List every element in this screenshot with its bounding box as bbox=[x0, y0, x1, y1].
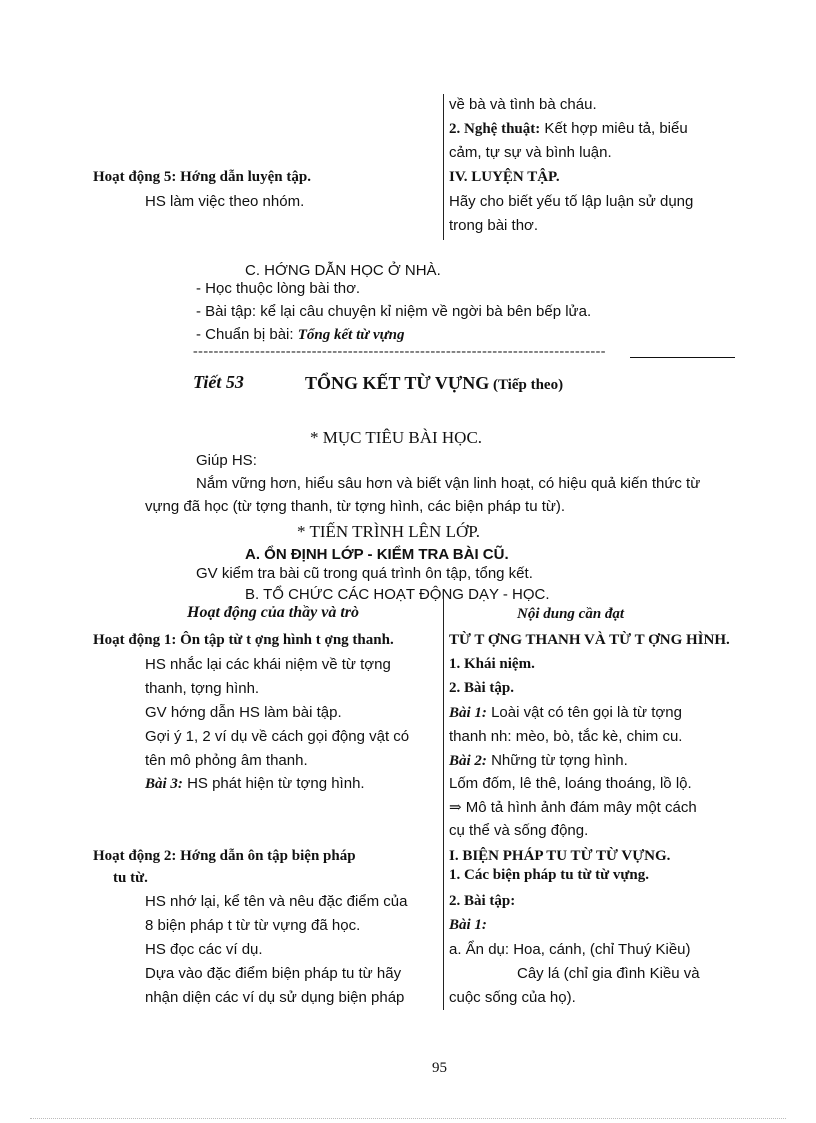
process-a-title: A. ỔN ĐỊNH LỚP - KIỂM TRA BÀI CŨ. bbox=[245, 546, 509, 563]
content-1-heading: TỪ T ỢNG THANH VÀ TỪ T ỢNG HÌNH. bbox=[449, 632, 730, 648]
activity-2-label: Hoạt động 2: bbox=[93, 848, 177, 864]
content-1-line: cụ thể và sống động. bbox=[449, 822, 589, 839]
content-1-desc bbox=[449, 798, 697, 817]
activity-1-bai3 bbox=[145, 775, 365, 793]
text-line: Hãy cho biết yếu tố lập luận sử dụng bbox=[449, 193, 694, 210]
bai2-text: Những từ tợng hình. bbox=[486, 752, 628, 769]
text-line bbox=[449, 120, 739, 138]
text-line: cảm, tự sự và bình luận. bbox=[449, 144, 612, 161]
homework-title: C. HỚNG DẪN HỌC Ở NHÀ. bbox=[245, 262, 441, 279]
separator-line bbox=[630, 357, 735, 358]
arrow-icon: ⇒ bbox=[449, 800, 462, 816]
page-number: 95 bbox=[432, 1060, 447, 1076]
section-separator: -------------------------------------------------------------------------------- bbox=[193, 344, 606, 359]
content-1-bai2 bbox=[449, 752, 628, 770]
table-left-header: Hoạt động của thầy và trò bbox=[187, 604, 360, 621]
objectives-title: * MỤC TIÊU BÀI HỌC. bbox=[310, 428, 483, 447]
bai3-label: Bài 3: bbox=[145, 776, 183, 792]
lesson-title bbox=[305, 373, 563, 394]
content-1-line: thanh nh: mèo, bò, tắc kè, chim cu. bbox=[449, 728, 683, 745]
column-divider-main bbox=[443, 598, 444, 1010]
desc-text: Mô tả hình ảnh đám mây một cách bbox=[461, 799, 697, 816]
activity-5-title bbox=[93, 169, 311, 186]
activity-2-line: HS nhớ lại, kể tên và nêu đặc điểm của bbox=[145, 893, 408, 910]
activity-1-title: Hoạt động 1: Ôn tập từ t ợng hình t ợng thanh. bbox=[93, 632, 394, 648]
process-a-text: GV kiểm tra bài cũ trong quá trình ôn tập, tổng kết. bbox=[196, 565, 533, 582]
prepare-title: Tổng kết từ vựng bbox=[297, 327, 405, 343]
art-text: Kết hợp miêu tả, biểu bbox=[540, 120, 688, 137]
activity-2-text: Hớng dẫn ôn tập biện pháp bbox=[176, 848, 356, 864]
process-title: * TIẾN TRÌNH LÊN LỚP. bbox=[297, 522, 481, 541]
activity-1-line: HS nhắc lại các khái niệm về từ tợng bbox=[145, 656, 391, 673]
prepare-prefix: - Chuẩn bị bài: bbox=[196, 326, 298, 343]
content-2-heading: I. BIỆN PHÁP TU TỪ TỪ VỰNG. bbox=[449, 848, 671, 864]
activity-2-line: nhận diện các ví dụ sử dụng biện pháp bbox=[145, 989, 405, 1006]
content-2-line: Cây lá (chỉ gia đình Kiều và bbox=[517, 965, 700, 982]
table-right-header: Nội dung cần đạt bbox=[517, 606, 625, 622]
lesson-subtitle: (Tiếp theo) bbox=[489, 377, 564, 393]
activity-5-detail: HS làm việc theo nhóm. bbox=[145, 193, 305, 210]
process-b-title: B. TỔ CHỨC CÁC HOẠT ĐỘNG DẠY - HỌC. bbox=[245, 586, 550, 603]
homework-prepare bbox=[196, 326, 404, 344]
activity-1-line: GV hớng dẫn HS làm bài tập. bbox=[145, 704, 342, 721]
activity-2-title-cont: tu từ. bbox=[113, 870, 148, 886]
content-2-exercise: 2. Bài tập: bbox=[449, 893, 516, 909]
homework-item: - Học thuộc lòng bài thơ. bbox=[196, 280, 361, 297]
bai1-text: Loài vật có tên gọi là từ tợng bbox=[486, 704, 682, 721]
art-label: 2. Nghệ thuật: bbox=[449, 121, 541, 137]
activity-5-text: Hớng dẫn luyện tập. bbox=[176, 169, 311, 185]
objectives-line: vựng đã học (từ tợng thanh, từ tợng hình, các biện pháp tu từ). bbox=[145, 498, 566, 515]
activity-2-line: HS đọc các ví dụ. bbox=[145, 941, 263, 958]
text-line: về bà và tình bà cháu. bbox=[449, 96, 597, 113]
content-2-line: cuộc sống của họ). bbox=[449, 989, 576, 1006]
content-1-concept: 1. Khái niệm. bbox=[449, 656, 535, 672]
bai2-label: Bài 2: bbox=[449, 753, 487, 769]
activity-1-line: tên mô phỏng âm thanh. bbox=[145, 752, 308, 769]
activity-1-line: thanh, tợng hình. bbox=[145, 680, 260, 697]
column-divider-top bbox=[443, 94, 444, 240]
activity-2-line: 8 biện pháp t từ từ vựng đã học. bbox=[145, 917, 361, 934]
activity-5-label: Hoạt động 5: bbox=[93, 169, 177, 185]
activity-2-title bbox=[93, 848, 356, 865]
objectives-line: Nắm vững hơn, hiểu sâu hơn và biết vận linh hoạt, có hiệu quả kiến thức từ bbox=[196, 475, 701, 492]
objectives-lead: Giúp HS: bbox=[196, 452, 257, 469]
content-2-bai1: Bài 1: bbox=[449, 917, 487, 933]
practice-title: IV. LUYỆN TẬP. bbox=[449, 169, 560, 185]
bai3-text: HS phát hiện từ tợng hình. bbox=[182, 775, 365, 792]
content-1-bai1 bbox=[449, 704, 682, 722]
activity-2-line: Dựa vào đặc điểm biện pháp tu từ hãy bbox=[145, 965, 402, 982]
content-2-line: a. Ẩn dụ: Hoa, cánh, (chỉ Thuý Kiều) bbox=[449, 941, 691, 958]
homework-item: - Bài tập: kể lại câu chuyện kỉ niệm về ngời bà bên bếp lửa. bbox=[196, 303, 592, 320]
lesson-title-main: TỔNG KẾT TỪ VỰNG bbox=[305, 373, 490, 393]
text-line: trong bài thơ. bbox=[449, 217, 539, 234]
bottom-border bbox=[30, 1118, 786, 1119]
bai1-label: Bài 1: bbox=[449, 705, 487, 721]
content-2-sub: 1. Các biện pháp tu từ từ vựng. bbox=[449, 867, 649, 883]
activity-1-line: Gợi ý 1, 2 ví dụ về cách gọi động vật có bbox=[145, 728, 410, 745]
content-1-exercise: 2. Bài tập. bbox=[449, 680, 515, 696]
content-1-words: Lốm đốm, lê thê, loáng thoáng, lồ lộ. bbox=[449, 775, 692, 792]
lesson-period: Tiết 53 bbox=[193, 372, 244, 392]
